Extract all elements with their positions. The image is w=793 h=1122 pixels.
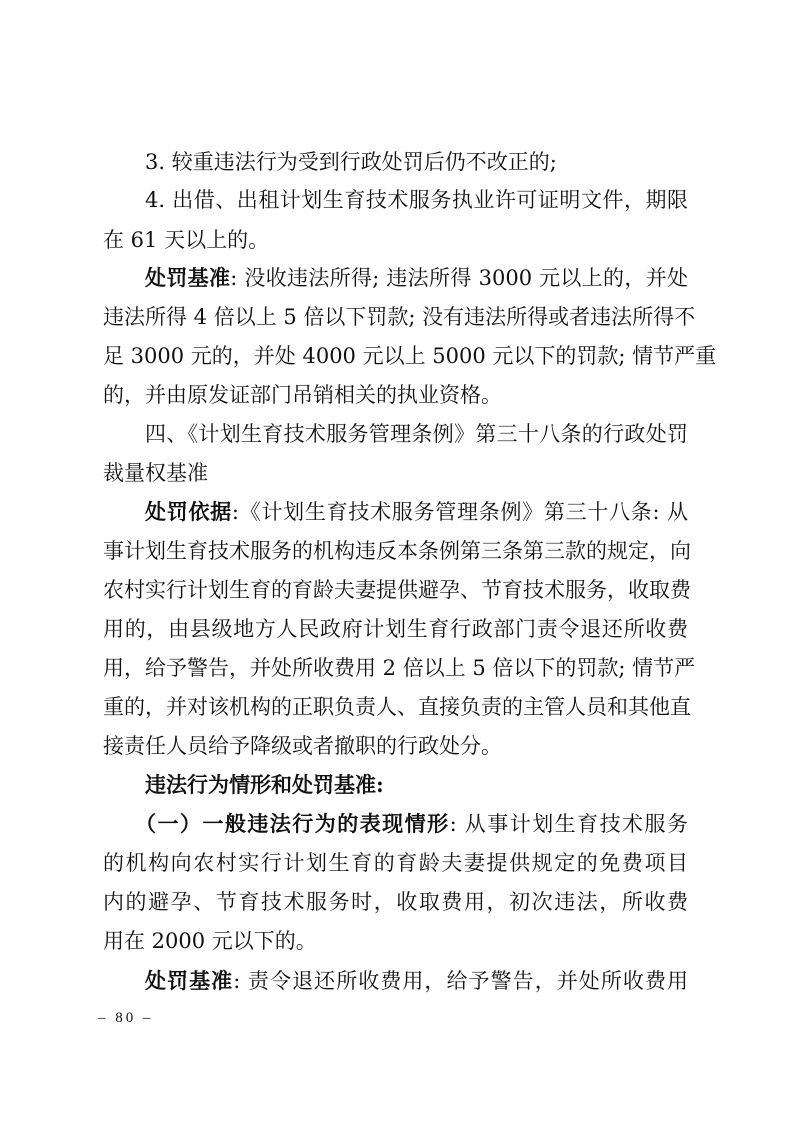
text-line: 事计划生育技术服务的机构违反本条例第三条第三款的规定，向 [103, 539, 691, 563]
text-line: 的，并由原发证部门吊销相关的执业资格。 [103, 383, 502, 407]
text-line: 用的，由县级地方人民政府计划生育行政部门责令退还所收费 [103, 617, 688, 641]
text-line: 4. 出借、出租计划生育技术服务执业许可证明文件，期限 [145, 188, 688, 212]
text-line: 处罚基准: 责令退还所收费用，给予警告，并处所收费用 [145, 968, 689, 993]
subheading: 违法行为情形和处罚基准: [145, 772, 384, 797]
text-line: 农村实行计划生育的育龄夫妻提供避孕、节育技术服务，收取费 [103, 578, 691, 602]
text-line: 用，给予警告，并处所收费用 2 倍以上 5 倍以下的罚款; 情节严 [103, 656, 696, 680]
text-line: 接责任人员给予降级或者撤职的行政处分。 [103, 734, 502, 758]
label-general-case: （一）一般违法行为的表现情形 [135, 811, 450, 836]
label-penalty-basis: 处罚依据 [145, 499, 232, 524]
label-penalty-standard: 处罚基准 [145, 265, 231, 290]
text-line: 足 3000 元的，并处 4000 元以上 5000 元以下的罚款; 情节严重 [103, 344, 717, 368]
section-heading: 裁量权基准 [103, 461, 208, 485]
text-line: 的机构向农村实行计划生育的育龄夫妻提供规定的免费项目 [103, 851, 688, 875]
text-line: （一）一般违法行为的表现情形: 从事计划生育技术服务 [135, 811, 688, 836]
text-line: 在 61 天以上的。 [103, 228, 270, 252]
text-line: 重的，并对该机构的正职负责人、直接负责的主管人员和其他直 [103, 695, 691, 719]
text-line: 3. 较重违法行为受到行政处罚后仍不改正的; [145, 150, 557, 174]
text-line: 处罚基准: 没收违法所得; 违法所得 3000 元以上的，并处 [145, 265, 689, 290]
text-line: 处罚依据:《计划生育技术服务管理条例》第三十八条: 从 [145, 499, 689, 524]
label-penalty-standard: 处罚基准 [145, 968, 234, 993]
text-line: 内的避孕、节育技术服务时，收取费用，初次违法，所收费 [103, 890, 688, 914]
section-heading: 四、《计划生育技术服务管理条例》第三十八条的行政处罚 [145, 422, 688, 446]
text-line: 违法所得 4 倍以上 5 倍以下罚款; 没有违法所得或者违法所得不 [103, 305, 696, 329]
text-line: 用在 2000 元以下的。 [103, 929, 317, 953]
page-number: – 80 – [98, 1010, 154, 1026]
